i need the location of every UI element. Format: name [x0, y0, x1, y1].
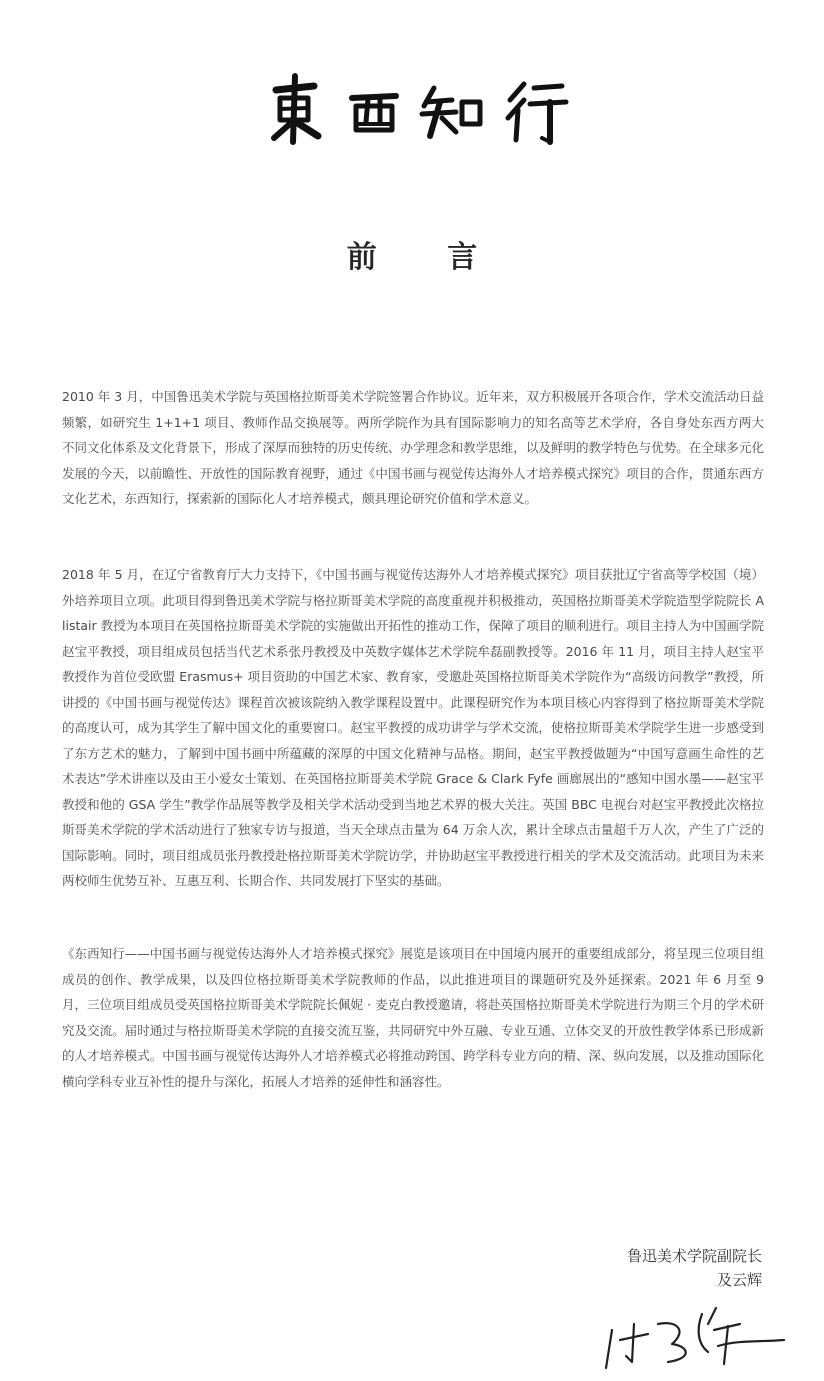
author-title: 鲁迅美术学院副院长 — [626, 1247, 762, 1265]
handwritten-signature — [598, 1300, 788, 1372]
signature-mark — [598, 1300, 788, 1372]
preface-paragraph-3: 《东西知行——中国书画与视觉传达海外人才培养模式探究》展览是该项目在中国境内展开的重要组成部分，将呈现三位项目组成员的创作、教学成果，以及四位格拉斯哥美术学院教师的作品，以此推进项目的课题研究及外延探索。2021 年 6 月至 9 月，三位项目组成员受英国格拉斯哥美术学院院长佩妮 · 麦克白教授邀请，将赴英国格拉斯哥美术学院进行为期三个月的学术研究及交流。届时通过与格拉斯哥美术学院的直接交流互鉴，共同研究中外互融、专业互通、立体交叉的开放性教学体系已形成新的人才培养模式。中国书画与视觉传达海外人才培养模式必将推动跨国、跨学科专业方向的精、深、纵向发展，以及推动国际化横向学科专业互补性的提升与深化，拓展人才培养的延伸性和涵容性。 — [62, 946, 764, 1089]
page-title: 前 言 — [346, 240, 508, 275]
preface-paragraph-1: 2010 年 3 月，中国鲁迅美术学院与英国格拉斯哥美术学院签署合作协议。近年来，双方积极展开各项合作，学术交流活动日益频繁，如研究生 1+1+1 项目、教师作品交换展等。两所学院作为具有国际影响力的知名高等艺术学府，各自身处东西方两大不同文化体系及文化背景下，形成了深厚而独特的历史传统、办学理念和教学思维，以及鲜明的教学特色与优势。在全球多元化发展的今天，以前瞻性、开放性的国际教育视野，通过《中国书画与视觉传达海外人才培养模式探究》项目的合作，贯通东西方文化艺术，东西知行，探索新的国际化人才培养模式，颇具理论研究价值和学术意义。 — [62, 389, 764, 506]
calligraphy-logo — [0, 72, 824, 152]
author-name: 及云辉 — [716, 1271, 762, 1289]
calligraphy-logo-mark — [262, 72, 572, 152]
preface-paragraph-2: 2018 年 5 月，在辽宁省教育厅大力支持下，《中国书画与视觉传达海外人才培养模式探究》项目获批辽宁省高等学校国（境）外培养项目立项。此项目得到鲁迅美术学院与格拉斯哥美术学院的高度重视并积极推动，英国格拉斯哥美术学院造型学院院长 Alistair 教授为本项目在英国格拉斯哥美术学院的实施做出开拓性的推动工作，保障了项目的顺利进行。项目主持人为中国画学院赵宝平教授，项目组成员包括当代艺术系张丹教授及中英数字媒体艺术学院牟磊副教授等。2016 年 11 月，项目主持人赵宝平教授作为首位受欧盟 Erasmus+ 项目资助的中国艺术家、教育家，受邀赴英国格拉斯哥美术学院作为“高级访问教学”教授，所讲授的《中国书画与视觉传达》课程首次被该院纳入教学课程设置中。此课程研究作为本项目核心内容得到了格拉斯哥美术学院的高度认可，成为其学生了解中国文化的重要窗口。赵宝平教授的成功讲学与学术交流，使格拉斯哥美术学院学生进一步感受到了东方艺术的魅力，了解到中国书画中所蕴藏的深厚的中国文化精神与品格。期间，赵宝平教授做题为“中国写意画生命性的艺术表达”学术讲座以及由王小爱女士策划、在英国格拉斯哥美术学院 Grace & Clark Fyfe 画廊展出的“感知中国水墨——赵宝平教授和他的 GSA 学生”教学作品展等教学及相关学术活动受到当地艺术界的极大关注。英国 BBC 电视台对赵宝平教授此次格拉斯哥美术学院的学术活动进行了独家专访与报道，当天全球点击量为 64 万余人次，累计全球点击量超千万人次，产生了广泛的国际影响。同时，项目组成员张丹教授赴格拉斯哥美术学院访学，并协助赵宝平教授进行相关的学术及交流活动。此项目为未来两校师生优势互补、互惠互利、长期合作、共同发展打下坚实的基础。 — [62, 567, 764, 888]
